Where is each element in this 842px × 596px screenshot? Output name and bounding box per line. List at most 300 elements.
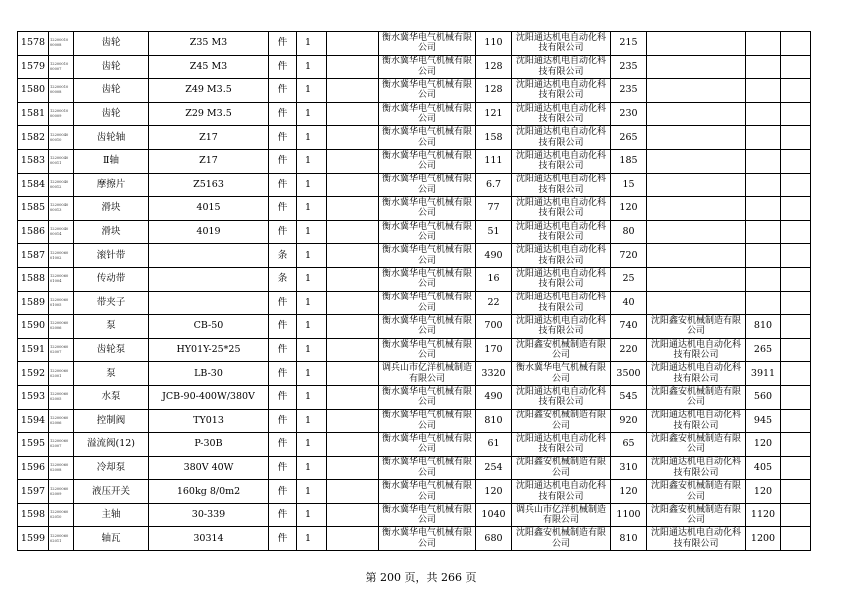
blank-cell [781, 126, 811, 150]
table-row [18, 220, 811, 244]
blank-cell [781, 527, 811, 551]
blank-cell [781, 385, 811, 409]
price-1: 490 [476, 244, 512, 268]
part-spec: Z49 M3.5 [149, 79, 269, 103]
supplier-2: 沈阳通达机电自动化科技有限公司 [512, 102, 611, 126]
price-2: 1100 [611, 503, 647, 527]
material-code: 12200040 00013 [49, 197, 74, 221]
material-code: 12200060 02007 [49, 433, 74, 457]
price-3 [746, 291, 781, 315]
quantity: 1 [297, 338, 327, 362]
supplier-2: 沈阳通达机电自动化科技有限公司 [512, 291, 611, 315]
part-name: 泵 [74, 315, 149, 339]
quantity: 1 [297, 527, 327, 551]
blank-cell [781, 480, 811, 504]
price-3 [746, 244, 781, 268]
unit: 件 [269, 102, 297, 126]
unit: 件 [269, 197, 297, 221]
part-spec: 160kg 8/0m2 [149, 480, 269, 504]
price-1: 700 [476, 315, 512, 339]
table-row [18, 409, 811, 433]
table-row [18, 267, 811, 291]
quantity: 1 [297, 149, 327, 173]
part-name: 齿轮泵 [74, 338, 149, 362]
row-number: 1598 [18, 503, 49, 527]
part-name: 滑块 [74, 197, 149, 221]
row-number: 1595 [18, 433, 49, 457]
price-2: 740 [611, 315, 647, 339]
price-1: 121 [476, 102, 512, 126]
blank-cell [781, 220, 811, 244]
row-number: 1590 [18, 315, 49, 339]
price-1: 51 [476, 220, 512, 244]
supplier-1: 衡水冀华电气机械有限公司 [379, 102, 476, 126]
supplier-3: 沈阳通达机电自动化科技有限公司 [647, 362, 746, 386]
part-spec: 4015 [149, 197, 269, 221]
supplier-3 [647, 197, 746, 221]
part-spec: JCB-90-400W/380V [149, 385, 269, 409]
supplier-1: 衡水冀华电气机械有限公司 [379, 527, 476, 551]
price-1: 16 [476, 267, 512, 291]
part-name: 带夹子 [74, 291, 149, 315]
supplier-2: 沈阳鑫安机械制造有限公司 [512, 338, 611, 362]
quantity: 1 [297, 291, 327, 315]
supplier-2: 沈阳通达机电自动化科技有限公司 [512, 385, 611, 409]
unit: 件 [269, 409, 297, 433]
quantity: 1 [297, 220, 327, 244]
row-number: 1589 [18, 291, 49, 315]
unit: 件 [269, 315, 297, 339]
part-name: 液压开关 [74, 480, 149, 504]
supplier-2: 沈阳通达机电自动化科技有限公司 [512, 267, 611, 291]
part-name: 齿轮 [74, 102, 149, 126]
supplier-3: 沈阳通达机电自动化科技有限公司 [647, 456, 746, 480]
part-spec: 30314 [149, 527, 269, 551]
supplier-3: 沈阳鑫安机械制造有限公司 [647, 503, 746, 527]
part-spec: TY013 [149, 409, 269, 433]
price-1: 128 [476, 79, 512, 103]
price-2: 545 [611, 385, 647, 409]
part-name: Ⅱ轴 [74, 149, 149, 173]
supplier-1: 衡水冀华电气机械有限公司 [379, 480, 476, 504]
supplier-3 [647, 55, 746, 79]
part-name: 传动带 [74, 267, 149, 291]
material-code: 12200060 02006 [49, 315, 74, 339]
price-1: 158 [476, 126, 512, 150]
supplier-3 [647, 149, 746, 173]
unit: 条 [269, 244, 297, 268]
unit: 件 [269, 55, 297, 79]
supplier-2: 沈阳通达机电自动化科技有限公司 [512, 32, 611, 56]
part-name: 齿轮 [74, 32, 149, 56]
price-2: 80 [611, 220, 647, 244]
price-1: 490 [476, 385, 512, 409]
price-1: 61 [476, 433, 512, 457]
blank-cell [327, 197, 379, 221]
material-code: 12200010 00008 [49, 79, 74, 103]
row-number: 1583 [18, 149, 49, 173]
quantity: 1 [297, 409, 327, 433]
supplier-1: 衡水冀华电气机械有限公司 [379, 267, 476, 291]
price-3 [746, 32, 781, 56]
table-row [18, 456, 811, 480]
blank-cell [327, 55, 379, 79]
price-1: 120 [476, 480, 512, 504]
part-name: 泵 [74, 362, 149, 386]
part-spec: Z35 M3 [149, 32, 269, 56]
quantity: 1 [297, 173, 327, 197]
blank-cell [781, 79, 811, 103]
price-2: 265 [611, 126, 647, 150]
supplier-2: 沈阳通达机电自动化科技有限公司 [512, 79, 611, 103]
row-number: 1579 [18, 55, 49, 79]
part-name: 溢流阀(12) [74, 433, 149, 457]
material-code: 12200040 00010 [49, 126, 74, 150]
price-2: 3500 [611, 362, 647, 386]
table-row [18, 197, 811, 221]
row-number: 1594 [18, 409, 49, 433]
blank-cell [781, 456, 811, 480]
supplier-1: 衡水冀华电气机械有限公司 [379, 79, 476, 103]
price-1: 22 [476, 291, 512, 315]
table-row [18, 503, 811, 527]
supplier-1: 衡水冀华电气机械有限公司 [379, 126, 476, 150]
blank-cell [327, 338, 379, 362]
table-row [18, 362, 811, 386]
supplier-3 [647, 126, 746, 150]
blank-cell [781, 291, 811, 315]
unit: 件 [269, 480, 297, 504]
supplier-2: 沈阳通达机电自动化科技有限公司 [512, 126, 611, 150]
material-code: 12200010 00007 [49, 55, 74, 79]
quantity: 1 [297, 362, 327, 386]
material-code: 12200040 00014 [49, 220, 74, 244]
blank-cell [781, 55, 811, 79]
unit: 件 [269, 79, 297, 103]
price-1: 128 [476, 55, 512, 79]
price-2: 185 [611, 149, 647, 173]
supplier-3 [647, 79, 746, 103]
supplier-1: 衡水冀华电气机械有限公司 [379, 55, 476, 79]
blank-cell [327, 79, 379, 103]
supplier-3: 沈阳鑫安机械制造有限公司 [647, 433, 746, 457]
blank-cell [327, 527, 379, 551]
blank-cell [327, 291, 379, 315]
supplier-1: 衡水冀华电气机械有限公司 [379, 244, 476, 268]
part-spec: 30-339 [149, 503, 269, 527]
quantity: 1 [297, 197, 327, 221]
material-code: 12200060 01004 [49, 267, 74, 291]
unit: 件 [269, 456, 297, 480]
part-name: 控制阀 [74, 409, 149, 433]
part-spec: Z45 M3 [149, 55, 269, 79]
price-1: 1040 [476, 503, 512, 527]
price-3 [746, 197, 781, 221]
blank-cell [781, 102, 811, 126]
blank-cell [327, 456, 379, 480]
row-number: 1597 [18, 480, 49, 504]
parts-price-table [17, 31, 811, 551]
supplier-1: 衡水冀华电气机械有限公司 [379, 456, 476, 480]
material-code: 12200010 00008 [49, 32, 74, 56]
blank-cell [327, 409, 379, 433]
supplier-3: 沈阳通达机电自动化科技有限公司 [647, 527, 746, 551]
material-code: 12200060 02005 [49, 385, 74, 409]
price-2: 235 [611, 55, 647, 79]
price-3: 405 [746, 456, 781, 480]
blank-cell [327, 220, 379, 244]
quantity: 1 [297, 79, 327, 103]
blank-cell [327, 267, 379, 291]
row-number: 1592 [18, 362, 49, 386]
supplier-2: 沈阳通达机电自动化科技有限公司 [512, 197, 611, 221]
unit: 件 [269, 433, 297, 457]
price-1: 77 [476, 197, 512, 221]
row-number: 1596 [18, 456, 49, 480]
blank-cell [327, 480, 379, 504]
price-2: 235 [611, 79, 647, 103]
blank-cell [327, 385, 379, 409]
quantity: 1 [297, 267, 327, 291]
price-2: 215 [611, 32, 647, 56]
row-number: 1582 [18, 126, 49, 150]
supplier-3 [647, 244, 746, 268]
supplier-1: 调兵山市亿洋机械制造有限公司 [379, 362, 476, 386]
part-spec: HY01Y-25*25 [149, 338, 269, 362]
price-1: 111 [476, 149, 512, 173]
quantity: 1 [297, 385, 327, 409]
part-spec: CB-50 [149, 315, 269, 339]
blank-cell [781, 338, 811, 362]
supplier-3 [647, 32, 746, 56]
price-3: 945 [746, 409, 781, 433]
part-name: 齿轮 [74, 55, 149, 79]
price-3 [746, 102, 781, 126]
blank-cell [781, 244, 811, 268]
price-3: 810 [746, 315, 781, 339]
row-number: 1585 [18, 197, 49, 221]
supplier-1: 衡水冀华电气机械有限公司 [379, 173, 476, 197]
blank-cell [327, 102, 379, 126]
supplier-2: 调兵山市亿洋机械制造有限公司 [512, 503, 611, 527]
table-row [18, 244, 811, 268]
price-2: 230 [611, 102, 647, 126]
price-2: 40 [611, 291, 647, 315]
material-code: 12200060 02010 [49, 503, 74, 527]
material-code: 12200060 01005 [49, 291, 74, 315]
supplier-2: 沈阳鑫安机械制造有限公司 [512, 409, 611, 433]
part-name: 主轴 [74, 503, 149, 527]
table-row [18, 480, 811, 504]
supplier-1: 衡水冀华电气机械有限公司 [379, 385, 476, 409]
blank-cell [327, 362, 379, 386]
part-spec: Z29 M3.5 [149, 102, 269, 126]
blank-cell [327, 149, 379, 173]
supplier-1: 衡水冀华电气机械有限公司 [379, 291, 476, 315]
row-number: 1588 [18, 267, 49, 291]
price-1: 810 [476, 409, 512, 433]
price-2: 920 [611, 409, 647, 433]
row-number: 1578 [18, 32, 49, 56]
supplier-3 [647, 291, 746, 315]
part-spec: 380V 40W [149, 456, 269, 480]
price-2: 65 [611, 433, 647, 457]
unit: 件 [269, 291, 297, 315]
supplier-1: 衡水冀华电气机械有限公司 [379, 32, 476, 56]
quantity: 1 [297, 244, 327, 268]
quantity: 1 [297, 126, 327, 150]
table-row [18, 527, 811, 551]
blank-cell [781, 315, 811, 339]
price-3: 120 [746, 480, 781, 504]
unit: 件 [269, 503, 297, 527]
unit: 件 [269, 173, 297, 197]
quantity: 1 [297, 315, 327, 339]
material-code: 12200060 02007 [49, 338, 74, 362]
price-1: 170 [476, 338, 512, 362]
supplier-3: 沈阳鑫安机械制造有限公司 [647, 315, 746, 339]
table-row [18, 315, 811, 339]
supplier-3 [647, 267, 746, 291]
part-name: 轴瓦 [74, 527, 149, 551]
price-3 [746, 79, 781, 103]
part-name: 摩擦片 [74, 173, 149, 197]
part-name: 滚针带 [74, 244, 149, 268]
table-row [18, 32, 811, 56]
supplier-1: 衡水冀华电气机械有限公司 [379, 338, 476, 362]
material-code: 12200040 00011 [49, 149, 74, 173]
price-3 [746, 149, 781, 173]
price-2: 25 [611, 267, 647, 291]
row-number: 1586 [18, 220, 49, 244]
material-code: 12200060 02006 [49, 409, 74, 433]
quantity: 1 [297, 32, 327, 56]
price-2: 120 [611, 480, 647, 504]
supplier-1: 衡水冀华电气机械有限公司 [379, 220, 476, 244]
price-1: 3320 [476, 362, 512, 386]
price-2: 120 [611, 197, 647, 221]
blank-cell [327, 126, 379, 150]
supplier-2: 沈阳通达机电自动化科技有限公司 [512, 173, 611, 197]
table-row [18, 433, 811, 457]
price-3 [746, 55, 781, 79]
supplier-1: 衡水冀华电气机械有限公司 [379, 197, 476, 221]
table-row [18, 55, 811, 79]
blank-cell [781, 173, 811, 197]
part-name: 水泵 [74, 385, 149, 409]
table-row [18, 79, 811, 103]
blank-cell [781, 433, 811, 457]
part-spec: Z17 [149, 149, 269, 173]
row-number: 1587 [18, 244, 49, 268]
material-code: 12200060 02009 [49, 480, 74, 504]
quantity: 1 [297, 55, 327, 79]
price-1: 680 [476, 527, 512, 551]
price-3: 120 [746, 433, 781, 457]
material-code: 12200060 02008 [49, 456, 74, 480]
supplier-1: 衡水冀华电气机械有限公司 [379, 149, 476, 173]
table-row [18, 173, 811, 197]
part-spec [149, 244, 269, 268]
supplier-2: 沈阳通达机电自动化科技有限公司 [512, 244, 611, 268]
price-3 [746, 173, 781, 197]
blank-cell [781, 197, 811, 221]
unit: 件 [269, 527, 297, 551]
page-footer: 第 200 页，共 266 页 [365, 571, 477, 584]
unit: 件 [269, 32, 297, 56]
price-3 [746, 126, 781, 150]
part-name: 冷却泵 [74, 456, 149, 480]
supplier-2: 沈阳鑫安机械制造有限公司 [512, 527, 611, 551]
material-code: 12200010 00009 [49, 102, 74, 126]
table-row [18, 338, 811, 362]
table-row [18, 385, 811, 409]
quantity: 1 [297, 480, 327, 504]
price-2: 15 [611, 173, 647, 197]
part-name: 齿轮 [74, 79, 149, 103]
material-code: 12200060 02001 [49, 362, 74, 386]
blank-cell [781, 267, 811, 291]
supplier-1: 衡水冀华电气机械有限公司 [379, 433, 476, 457]
part-spec: Z5163 [149, 173, 269, 197]
part-spec: LB-30 [149, 362, 269, 386]
supplier-2: 沈阳通达机电自动化科技有限公司 [512, 220, 611, 244]
price-3: 560 [746, 385, 781, 409]
table-row [18, 291, 811, 315]
price-3: 265 [746, 338, 781, 362]
price-2: 310 [611, 456, 647, 480]
blank-cell [327, 433, 379, 457]
material-code: 12200060 02011 [49, 527, 74, 551]
supplier-3: 沈阳通达机电自动化科技有限公司 [647, 409, 746, 433]
unit: 件 [269, 126, 297, 150]
supplier-2: 沈阳通达机电自动化科技有限公司 [512, 433, 611, 457]
unit: 件 [269, 362, 297, 386]
supplier-2: 沈阳通达机电自动化科技有限公司 [512, 149, 611, 173]
supplier-2: 衡水冀华电气机械有限公司 [512, 362, 611, 386]
row-number: 1581 [18, 102, 49, 126]
supplier-2: 沈阳通达机电自动化科技有限公司 [512, 55, 611, 79]
supplier-3 [647, 173, 746, 197]
supplier-3: 沈阳鑫安机械制造有限公司 [647, 480, 746, 504]
supplier-2: 沈阳通达机电自动化科技有限公司 [512, 480, 611, 504]
price-1: 254 [476, 456, 512, 480]
unit: 件 [269, 149, 297, 173]
material-code: 12200060 01002 [49, 244, 74, 268]
unit: 件 [269, 385, 297, 409]
price-1: 110 [476, 32, 512, 56]
material-code: 12200040 00012 [49, 173, 74, 197]
part-spec [149, 267, 269, 291]
unit: 件 [269, 220, 297, 244]
row-number: 1593 [18, 385, 49, 409]
blank-cell [781, 32, 811, 56]
price-3 [746, 220, 781, 244]
supplier-1: 衡水冀华电气机械有限公司 [379, 315, 476, 339]
blank-cell [327, 503, 379, 527]
row-number: 1599 [18, 527, 49, 551]
price-2: 810 [611, 527, 647, 551]
supplier-1: 衡水冀华电气机械有限公司 [379, 409, 476, 433]
price-3 [746, 267, 781, 291]
part-name: 滑块 [74, 220, 149, 244]
price-3: 3911 [746, 362, 781, 386]
supplier-2: 沈阳通达机电自动化科技有限公司 [512, 315, 611, 339]
row-number: 1584 [18, 173, 49, 197]
blank-cell [327, 244, 379, 268]
blank-cell [781, 503, 811, 527]
supplier-3: 沈阳鑫安机械制造有限公司 [647, 385, 746, 409]
